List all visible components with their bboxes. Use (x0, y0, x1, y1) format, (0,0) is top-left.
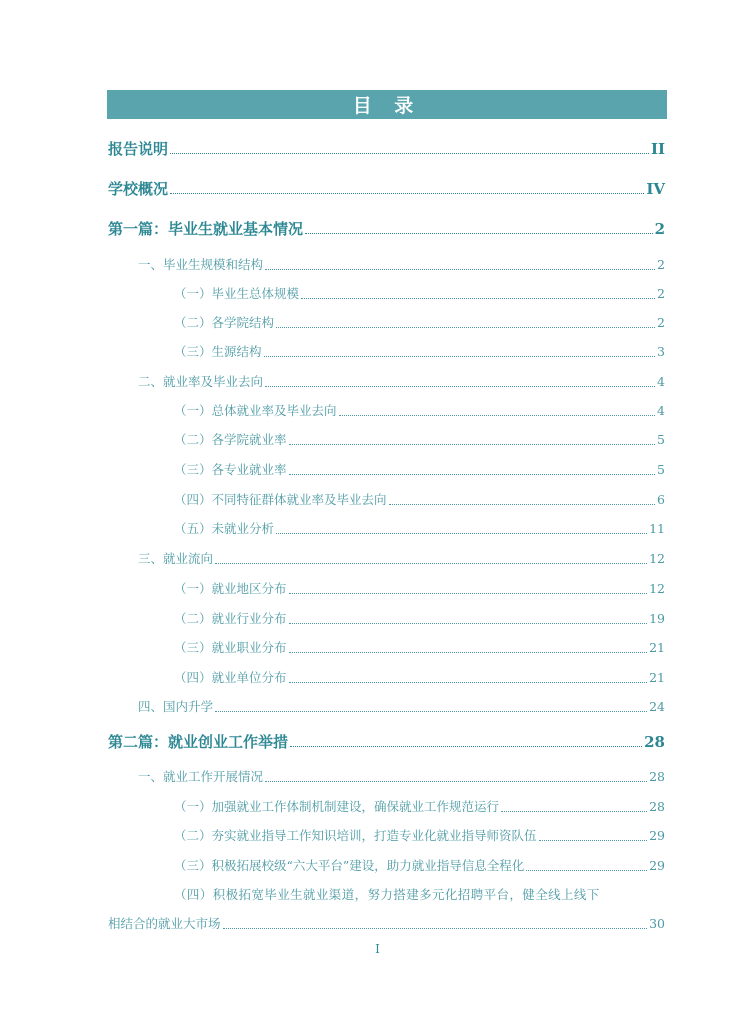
toc-entry-label: 报告说明 (108, 140, 169, 158)
toc-entry-label: （四）就业单位分布 (174, 670, 287, 685)
toc-entry-label: （一）加强就业工作体制机制建设，确保就业工作规范运行 (174, 799, 500, 814)
toc-entry-part-two-section-1-1[interactable] (174, 797, 665, 815)
toc-entry-label: 一、就业工作开展情况 (138, 769, 264, 784)
toc-entry-label: （二）各学院就业率 (174, 432, 287, 447)
toc-entry-section-2-5[interactable] (174, 519, 665, 537)
toc-title: 目 录 (107, 90, 667, 119)
toc-entry-page: 12 (649, 581, 665, 596)
toc-entry-part-two-section-1-4-line2[interactable] (108, 914, 665, 932)
toc-leader-dots (265, 781, 647, 782)
toc-entry-section-3-4[interactable] (174, 668, 665, 686)
toc-leader-dots (501, 811, 647, 812)
toc-entry-part-two-section-1-3[interactable] (174, 856, 665, 874)
toc-leader-dots (265, 386, 655, 387)
toc-entry-page: 2 (657, 286, 665, 301)
toc-entry-section-2-1[interactable] (174, 401, 665, 419)
toc-leader-dots (215, 711, 647, 712)
toc-entry-page: 6 (657, 492, 665, 507)
toc-entry-section-3-1[interactable] (174, 579, 665, 597)
toc-entry-page: 4 (657, 403, 665, 418)
toc-entry-label: （四）不同特征群体就业率及毕业去向 (174, 492, 387, 507)
toc-entry-label: （一）就业地区分布 (174, 581, 287, 596)
toc-entry-page: 28 (649, 769, 665, 784)
toc-leader-dots (290, 746, 642, 747)
toc-entry-label: （二）各学院结构 (174, 315, 275, 330)
toc-entry-page: 12 (649, 551, 665, 566)
toc-leader-dots (389, 504, 656, 505)
toc-entry-page: 5 (657, 432, 665, 447)
toc-leader-dots (170, 153, 649, 154)
toc-entry-page: 2 (657, 315, 665, 330)
toc-leader-dots (265, 269, 655, 270)
toc-entry-page: 4 (657, 374, 665, 389)
toc-leader-dots (289, 623, 648, 624)
toc-entry-section-1[interactable] (138, 255, 665, 273)
toc-entry-label: 三、就业流向 (138, 551, 214, 566)
toc-entry-school-overview[interactable] (108, 178, 665, 199)
toc-entry-label: 二、就业率及毕业去向 (138, 374, 264, 389)
toc-entry-page: 21 (649, 670, 665, 685)
toc-entry-label: （一）毕业生总体规模 (174, 286, 300, 301)
toc-leader-dots (289, 474, 656, 475)
toc-entry-page: 3 (657, 344, 665, 359)
toc-entry-page: 11 (649, 521, 665, 536)
page-number: I (375, 942, 380, 956)
toc-entry-part-two-section-1[interactable] (138, 767, 665, 785)
toc-entry-label: （二）夯实就业指导工作知识培训，打造专业化就业指导师资队伍 (174, 828, 537, 843)
toc-entry-report-description[interactable] (108, 138, 665, 159)
toc-entry-label: （三）就业职业分布 (174, 640, 287, 655)
toc-entry-label: （五）未就业分析 (174, 521, 275, 536)
toc-entry-label: （三）积极拓展校级“六大平台”建设，助力就业指导信息全程化 (174, 858, 525, 873)
toc-entry-page: 28 (644, 733, 665, 751)
toc-leader-dots (301, 298, 655, 299)
toc-leader-dots (276, 533, 647, 534)
toc-entry-page: 29 (649, 858, 665, 873)
toc-entry-section-3[interactable] (138, 549, 665, 567)
toc-leader-dots (539, 840, 648, 841)
toc-entry-label: 学校概况 (108, 180, 169, 198)
toc-entry-page: 19 (649, 611, 665, 626)
toc-leader-dots (289, 444, 656, 445)
toc-entry-label: 第一篇：毕业生就业基本情况 (108, 220, 304, 238)
toc-entry-page: IV (646, 180, 665, 198)
toc-entry-label: 相结合的就业大市场 (108, 916, 221, 931)
toc-entry-section-2[interactable] (138, 372, 665, 390)
toc-leader-dots (215, 563, 647, 564)
toc-leader-dots (289, 652, 648, 653)
toc-entry-section-1-2[interactable] (174, 313, 665, 331)
toc-entry-label: （二）就业行业分布 (174, 611, 287, 626)
toc-leader-dots (264, 356, 656, 357)
toc-entry-page: 30 (649, 916, 665, 931)
toc-leader-dots (305, 233, 653, 234)
toc-entry-section-3-3[interactable] (174, 638, 665, 656)
toc-leader-dots (289, 682, 648, 683)
toc-entry-part-one[interactable] (108, 218, 665, 239)
toc-entry-section-2-2[interactable] (174, 430, 665, 448)
toc-entry-section-2-3[interactable] (174, 460, 665, 478)
toc-entry-section-4[interactable] (138, 697, 665, 715)
toc-entry-label: （三）生源结构 (174, 344, 262, 359)
toc-entry-label: 一、毕业生规模和结构 (138, 257, 264, 272)
toc-entry-page: II (650, 140, 665, 158)
toc-entry-section-1-3[interactable] (174, 342, 665, 360)
toc-entry-page: 2 (657, 257, 665, 272)
toc-entry-part-two-section-1-4-line1[interactable]: （四）积极拓宽毕业生就业渠道，努力搭建多元化招聘平台，健全线上线下 (174, 887, 600, 902)
toc-entry-page: 28 (649, 799, 665, 814)
toc-entry-section-3-2[interactable] (174, 609, 665, 627)
toc-entry-page: 24 (649, 699, 665, 714)
toc-leader-dots (526, 870, 647, 871)
toc-leader-dots (289, 593, 648, 594)
toc-leader-dots (339, 415, 656, 416)
toc-entry-label: 第二篇：就业创业工作举措 (108, 733, 289, 751)
toc-entry-label: （一）总体就业率及毕业去向 (174, 403, 337, 418)
toc-leader-dots (170, 193, 644, 194)
toc-entry-label: 四、国内升学 (138, 699, 214, 714)
toc-entry-section-2-4[interactable] (174, 490, 665, 508)
toc-entry-page: 2 (654, 220, 665, 238)
toc-entry-page: 5 (657, 462, 665, 477)
toc-entry-label: （三）各专业就业率 (174, 462, 287, 477)
toc-entry-page: 21 (649, 640, 665, 655)
toc-entry-part-two-section-1-2[interactable] (174, 826, 665, 844)
toc-entry-part-two[interactable] (108, 731, 665, 752)
toc-leader-dots (223, 928, 648, 929)
toc-leader-dots (276, 327, 655, 328)
toc-entry-section-1-1[interactable] (174, 284, 665, 302)
toc-entry-page: 29 (649, 828, 665, 843)
